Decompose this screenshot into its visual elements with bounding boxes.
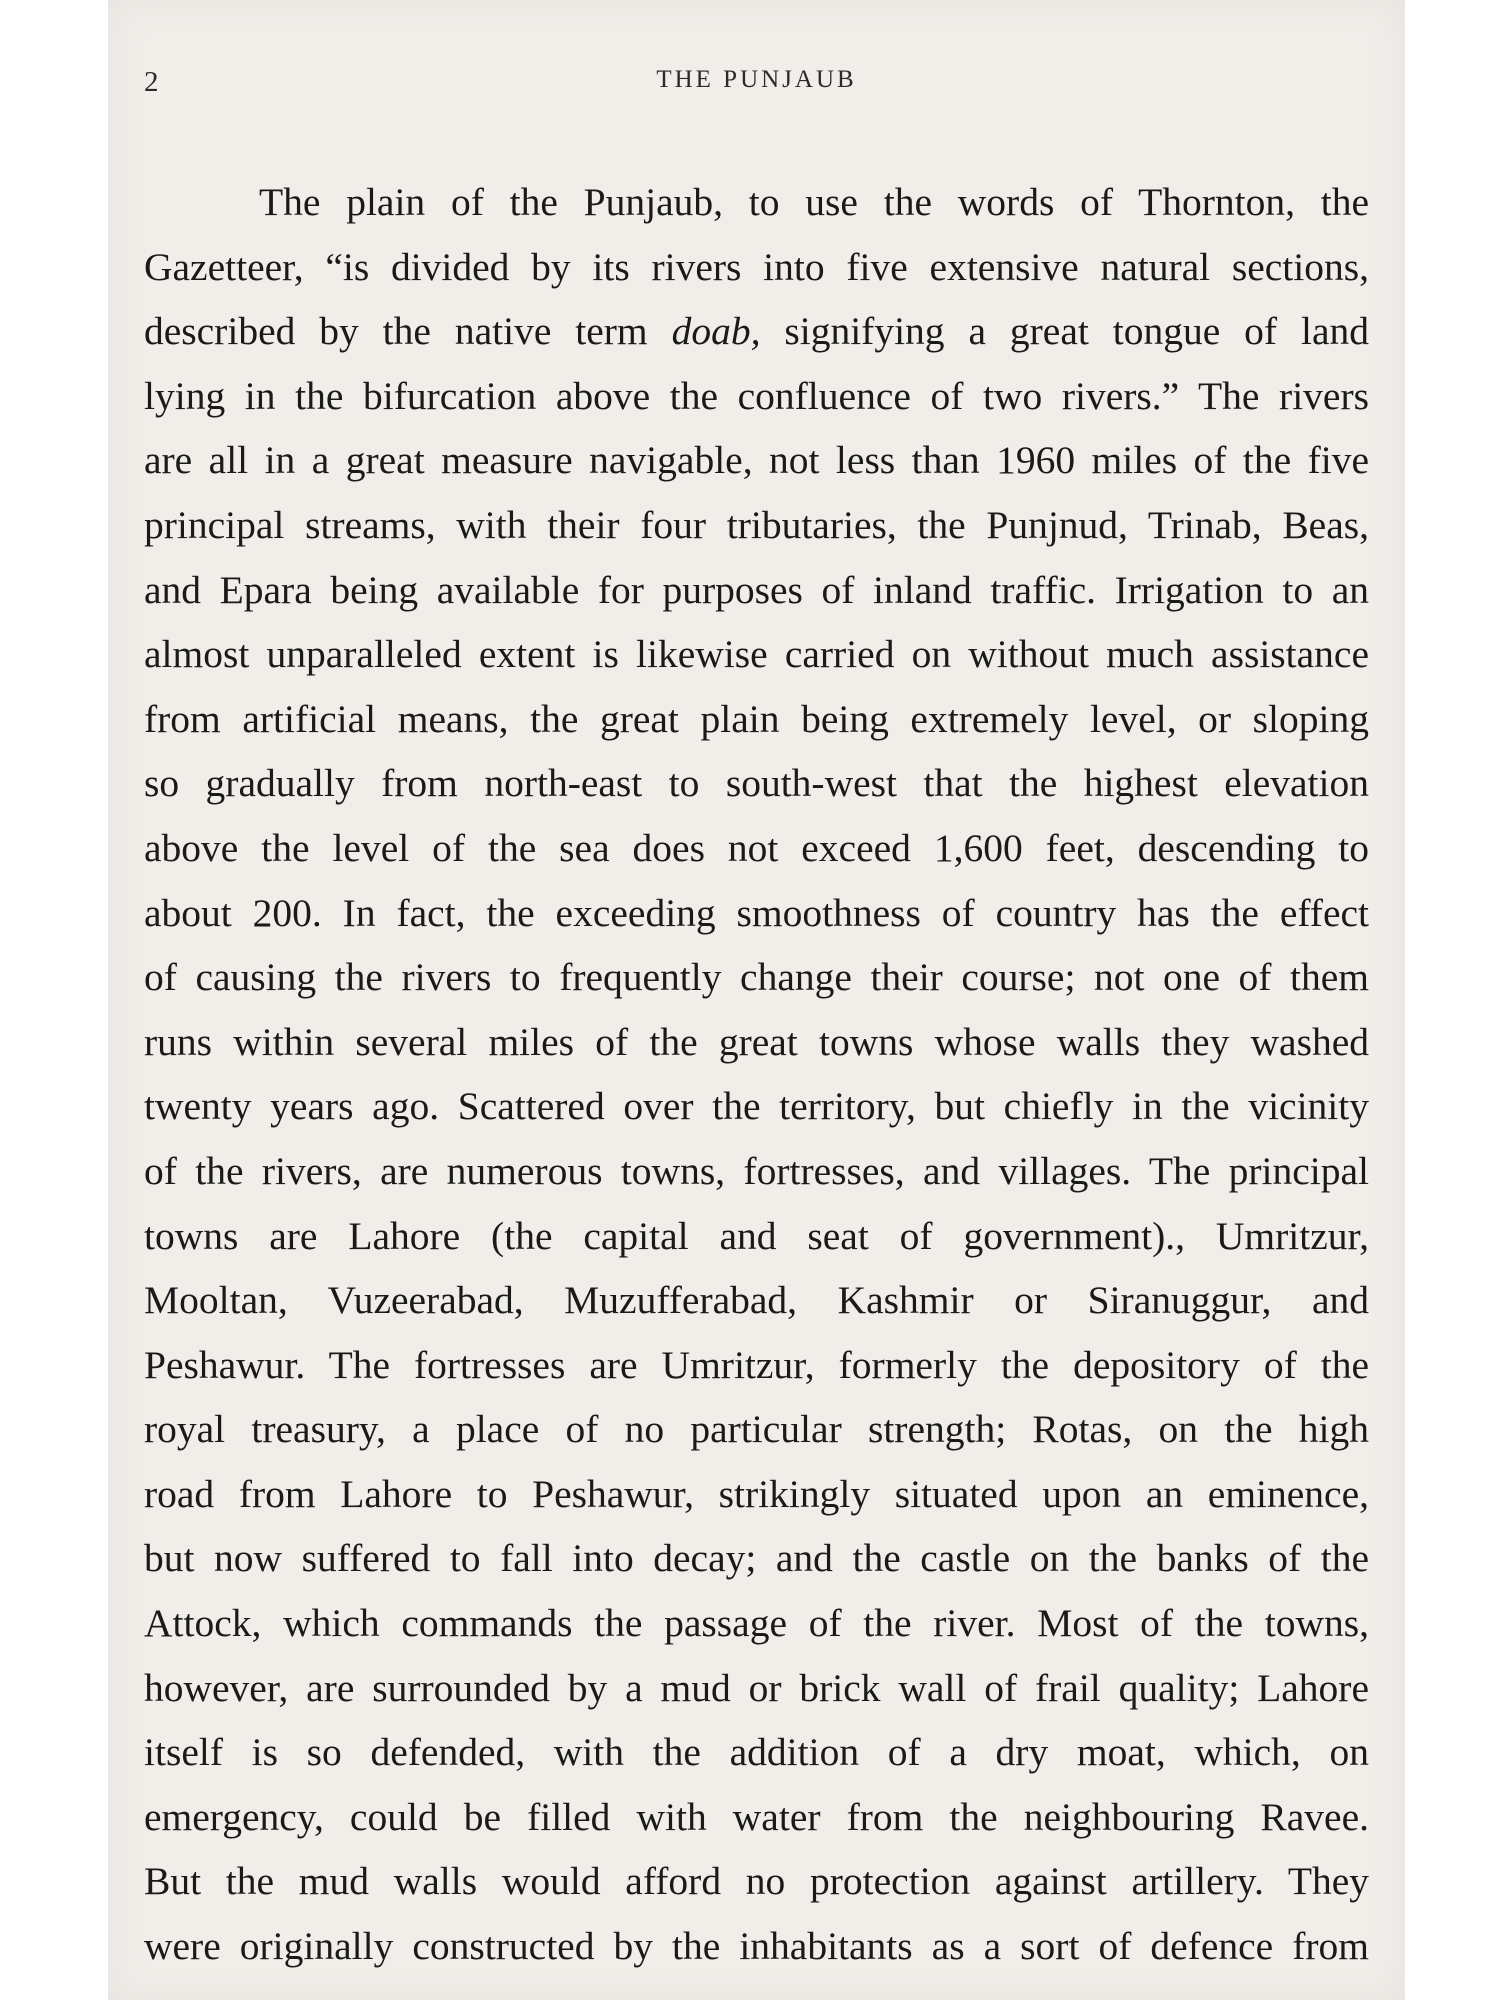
text-line (144, 299, 1369, 364)
text-line: royal treasury, a place of no particular strength; Rotas, on the high (144, 1407, 1369, 1452)
text-line: but now suffered to fall into decay; and the castle on the banks of the (144, 1536, 1369, 1581)
text-line: were originally constructed by the inhabitants as a sort of defence from (144, 1924, 1369, 1969)
text-line: of causing the rivers to frequently change their course; not one of them (144, 955, 1369, 1000)
italic-term: doab, (671, 309, 761, 354)
text-line: Mooltan, Vuzeerabad, Muzufferabad, Kashmir or Siranuggur, and (144, 1278, 1369, 1323)
text-line: runs within several miles of the great towns whose walls they washed (144, 1019, 1369, 1064)
text-line: and Epara being available for purposes of inland traffic. Irrigation to an (144, 567, 1369, 612)
text-line: from artificial means, the great plain being extremely level, or sloping (144, 696, 1369, 741)
page-number: 2 (144, 66, 159, 98)
text-segment: signifying a great tongue of land (760, 309, 1369, 354)
body-paragraph (144, 170, 1369, 1979)
text-line: about 200. In fact, the exceeding smoothness of country has the effect (144, 890, 1369, 935)
book-page (108, 0, 1405, 2000)
text-line: twenty years ago. Scattered over the territory, but chiefly in the vicinity (144, 1084, 1369, 1129)
text-line: lying in the bifurcation above the confluence of two rivers.” The rivers (144, 373, 1369, 418)
text-line: of the rivers, are numerous towns, fortresses, and villages. The principal (144, 1148, 1369, 1193)
text-line: Attock, which commands the passage of the river. Most of the towns, (144, 1601, 1369, 1646)
text-line: so gradually from north-east to south-west that the highest elevation (144, 761, 1369, 806)
text-segment: described by the native term (144, 309, 672, 354)
text-line: emergency, could be filled with water from the neighbouring Ravee. (144, 1794, 1369, 1839)
text-line: road from Lahore to Peshawur, strikingly situated upon an eminence, (144, 1471, 1369, 1516)
running-title: THE PUNJAUB (656, 66, 857, 93)
text-line: itself is so defended, with the addition of a dry moat, which, on (144, 1730, 1369, 1775)
text-line: however, are surrounded by a mud or brick wall of frail quality; Lahore (144, 1665, 1369, 1710)
text-line: towns are Lahore (the capital and seat of government)., Umritzur, (144, 1213, 1369, 1258)
text-line: almost unparalleled extent is likewise carried on without much assistance (144, 632, 1369, 677)
running-head (108, 66, 1405, 106)
text-line: principal streams, with their four tributaries, the Punjnud, Trinab, Beas, (144, 502, 1369, 547)
text-line: Gazetteer, “is divided by its rivers into five extensive natural sections, (144, 244, 1369, 289)
text-line: are all in a great measure navigable, not less than 1960 miles of the five (144, 438, 1369, 483)
text-line: above the level of the sea does not exceed 1,600 feet, descending to (144, 825, 1369, 870)
text-line: But the mud walls would afford no protection against artillery. They (144, 1859, 1369, 1904)
text-line: The plain of the Punjaub, to use the words of Thornton, the (259, 180, 1369, 224)
text-line: Peshawur. The fortresses are Umritzur, formerly the depository of the (144, 1342, 1369, 1387)
